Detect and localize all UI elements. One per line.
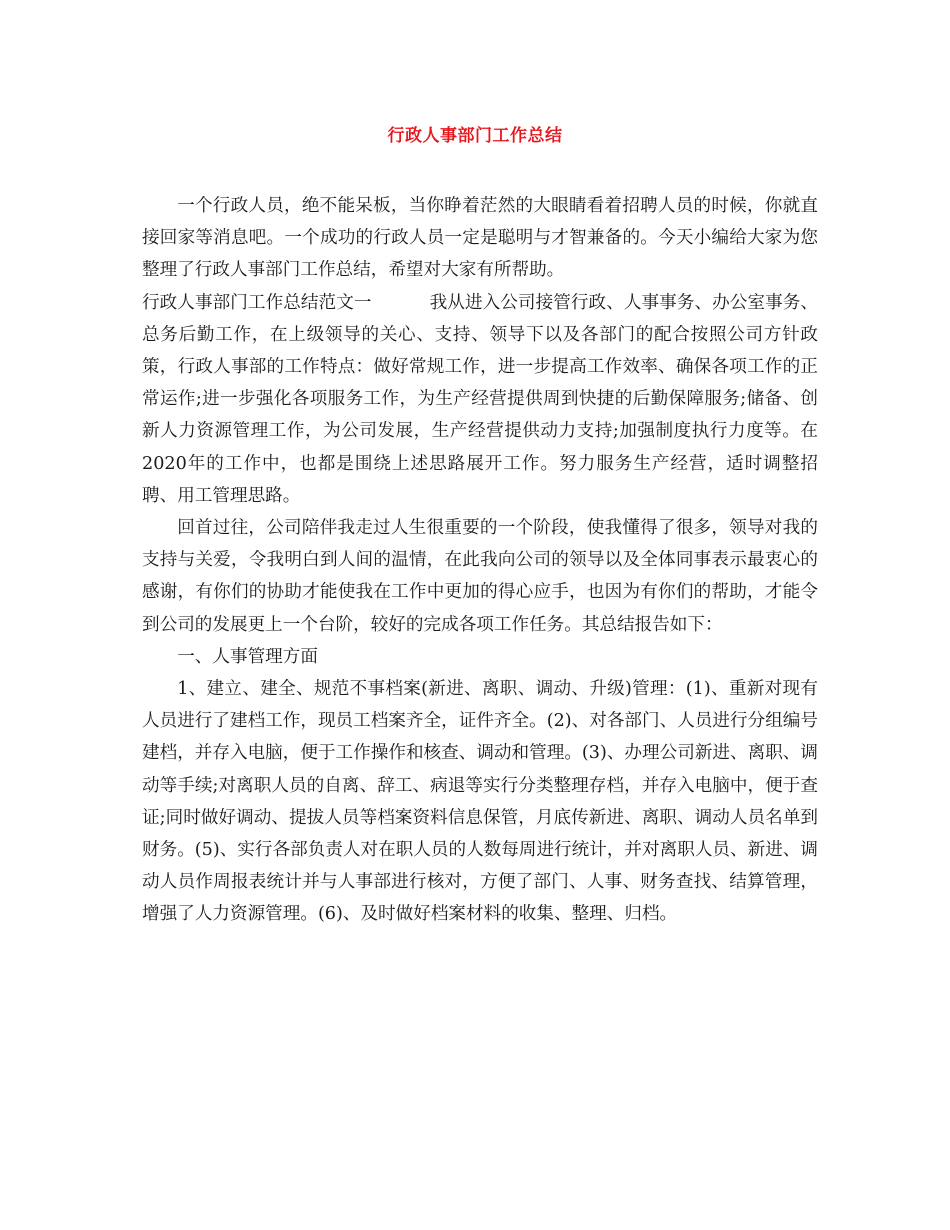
section-heading: 一、人事管理方面 xyxy=(177,646,318,667)
document-body xyxy=(142,190,818,931)
document-title: 行政人事部门工作总结 xyxy=(387,126,563,146)
sample-label: 行政人事部门工作总结范文一 xyxy=(142,292,372,313)
intro-paragraph: 一个行政人员，绝不能呆板，当你睁着茫然的大眼睛看着招聘人员的时候，你就直接回家等消息吧。一个成功的行政人员一定是聪明与才智兼备的。今天小编给大家为您整理了行政人事部门工作总结，希望对大家有所帮助。 xyxy=(142,196,818,281)
review-paragraph: 回首过往，公司陪伴我走过人生很重要的一个阶段，使我懂得了很多，领导对我的支持与关爱，令我明白到人间的温情，在此我向公司的领导以及全体同事表示最衷心的感谢，有你们的协助才能使我在工作中更加的得心应手，也因为有你们的帮助，才能令到公司的发展更上一个台阶，较好的完成各项工作任务。其总结报告如下： xyxy=(142,518,818,635)
sample-text: 我从进入公司接管行政、人事事务、办公室事务、总务后勤工作，在上级领导的关心、支持、领导下以及各部门的配合按照公司方针政策，行政人事部的工作特点：做好常规工作，进一步提高工作效率、确保各项工作的正常运作;进一步强化各项服务工作，为生产经营提供周到快捷的后勤保障服务;储备、创新人力资源管理工作，为公司发展，生产经营提供动力支持;加强制度执行力度等。在2020年的工作中，也都是围绕上述思路展开工作。努力服务生产经营，适时调整招聘、用工管理思路。 xyxy=(142,292,818,506)
sample-paragraph xyxy=(142,287,818,512)
item-1-paragraph: 1、建立、建全、规范不事档案(新进、离职、调动、升级)管理：(1)、重新对现有人员进行了建档工作，现员工档案齐全，证件齐全。(2)、对各部门、人员进行分组编号建档，并存入电脑，便于工作操作和核查、调动和管理。(3)、办理公司新进、离职、调动等手续;对离职人员的自离、辞工、病退等实行分类整理存档，并存入电脑中，便于查证;同时做好调动、提拔人员等档案资料信息保管，月底传新进、离职、调动人员名单到财务。(5)、实行各部负责人对在职人员的人数每周进行统计，并对离职人员、新进、调动人员作周报表统计并与人事部进行核对，方便了部门、人事、财务查找、结算管理，增强了人力资源管理。(6)、及时做好档案材料的收集、整理、归档。 xyxy=(142,679,818,925)
